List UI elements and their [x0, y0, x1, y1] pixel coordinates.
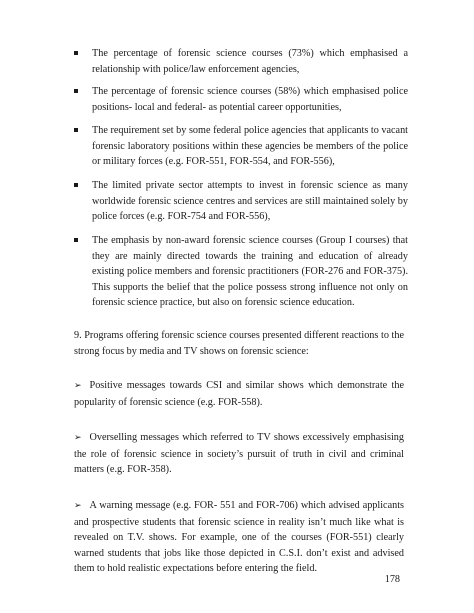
arrow-item-text: A warning message (e.g. FOR- 551 and FOR-706) which advised applicants and prospective students that forensic science in reality isn’t much like what is revealed on T.V. shows. For example, one of the courses (FOR-551) clearly warned students that jobs like those depicted in C.S.I. don’t exist and advised them to hold realistic expectations before entering the field. [74, 500, 404, 574]
bullet-text: The limited private sector attempts to invest in forensic science as many worldwide forensic science centres and services are still maintained solely by police forces (e.g. FOR-754 and FOR-556), [92, 180, 408, 222]
bullet-square-icon [74, 89, 78, 93]
bullet-square-icon [74, 128, 78, 132]
bullet-square-icon [74, 183, 78, 187]
section-9-paragraph: 9. Programs offering forensic science courses presented different reactions to the strong focus by media and TV shows on forensic science: [74, 330, 404, 357]
bullet-text: The percentage of forensic science courses (73%) which emphasised a relationship with police/law enforcement agencies, [92, 48, 408, 75]
bullet-text: The requirement set by some federal police agencies that applicants to vacant forensic laboratory positions within these agencies be members of the police or military forces (e.g. FOR-551, FOR-554, and FOR-556), [92, 125, 408, 167]
arrow-item [74, 378, 404, 410]
arrow-bullet-icon: ➢ [74, 501, 82, 511]
arrow-bullet-icon: ➢ [74, 433, 82, 443]
arrow-item [74, 430, 404, 478]
page-number: 178 [384, 574, 400, 585]
arrow-bullet-icon: ➢ [74, 381, 82, 391]
bullet-square-icon [74, 238, 78, 242]
bullet-text: The emphasis by non-award forensic science courses (Group I courses) that they are mainly directed towards the training and education of already existing police members and forensic practitioners (FOR-276 and FOR-375). This supports the belief that the police possess strong influence not only on forensic science practice, but also on forensic science education. [92, 235, 408, 308]
arrow-item-text: Overselling messages which referred to TV shows excessively emphasising the role of forensic science in society’s pursuit of truth in civil and criminal matters (e.g. FOR-358). [74, 432, 404, 475]
bullet-text: The percentage of forensic science courses (58%) which emphasised police positions- local and federal- as potential career opportunities, [92, 86, 408, 113]
bullet-square-icon [74, 51, 78, 55]
arrow-item-text: Positive messages towards CSI and similar shows which demonstrate the popularity of forensic science (e.g. FOR-558). [74, 380, 404, 408]
arrow-item [74, 498, 404, 577]
